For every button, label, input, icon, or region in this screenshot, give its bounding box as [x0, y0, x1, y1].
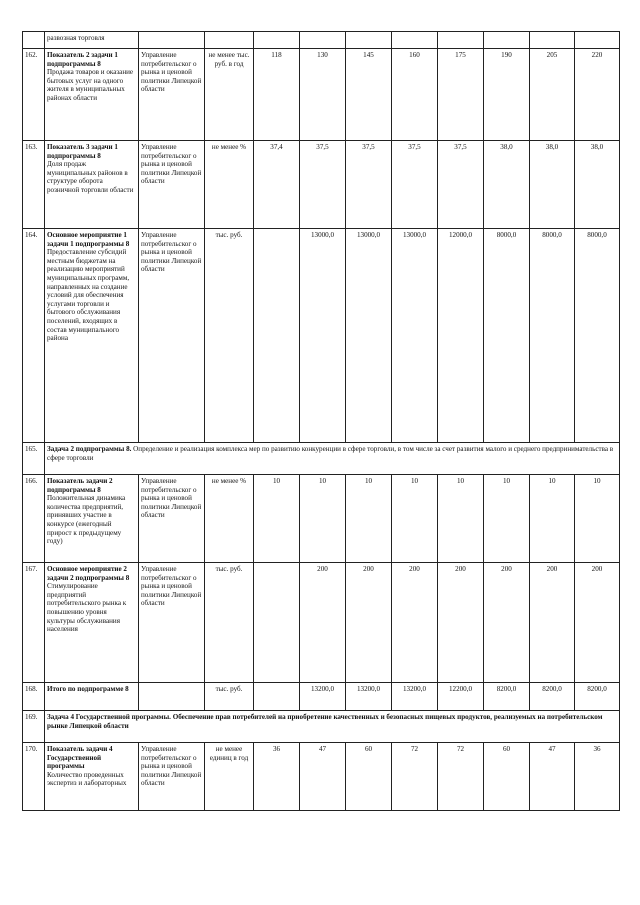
row-number: 166. — [23, 475, 45, 563]
indicator-cell — [45, 229, 139, 443]
indicator-desc: Количество проведенных экспертиз и лабораторных — [47, 770, 127, 788]
row-number: 169. — [23, 711, 45, 743]
table-row — [23, 229, 620, 443]
indicator-cell — [45, 141, 139, 229]
value-cell: 145 — [346, 49, 392, 141]
indicator-cell — [45, 563, 139, 683]
table-row — [23, 683, 620, 711]
value-cell: 13200,0 — [300, 683, 346, 711]
value-cell: 8200,0 — [575, 683, 620, 711]
value-cell: 36 — [575, 743, 620, 811]
table-row — [23, 475, 620, 563]
value-cell: 8000,0 — [530, 229, 575, 443]
value-cell: 38,0 — [575, 141, 620, 229]
value-cell: 38,0 — [484, 141, 530, 229]
indicator-cell — [45, 475, 139, 563]
value-cell: 13200,0 — [392, 683, 438, 711]
value-cell: 13000,0 — [346, 229, 392, 443]
unit-cell: тыс. руб. — [205, 563, 254, 683]
value-cell: 8000,0 — [484, 229, 530, 443]
value-cell: 200 — [438, 563, 484, 683]
value-cell: 37,5 — [300, 141, 346, 229]
unit-cell: тыс. руб. — [205, 229, 254, 443]
responsible-org: Управление потребительског о рынка и ценовой политики Липецкой области — [139, 743, 205, 811]
row-number: 162. — [23, 49, 45, 141]
value-cell: 38,0 — [530, 141, 575, 229]
value-cell: 118 — [254, 49, 300, 141]
indicator-title: Основное мероприятие 2 задачи 2 подпрограммы 8 — [47, 565, 130, 582]
value-cell: 60 — [484, 743, 530, 811]
value-cell: 200 — [575, 563, 620, 683]
table-row — [23, 49, 620, 141]
row-number: 165. — [23, 443, 45, 475]
task-title: Задача 2 подпрограммы 8. — [47, 445, 132, 453]
value-cell: 12200,0 — [438, 683, 484, 711]
value-cell: 10 — [300, 475, 346, 563]
indicator-title: Итого по подпрограмме 8 — [47, 685, 129, 693]
value-cell: 10 — [438, 475, 484, 563]
unit-cell: тыс. руб. — [205, 683, 254, 711]
responsible-org — [139, 683, 205, 711]
table-row — [23, 443, 620, 475]
value-cell: 10 — [346, 475, 392, 563]
value-cell: 200 — [530, 563, 575, 683]
program-indicators-table — [22, 31, 620, 811]
cell-desc: развозная торговля — [45, 32, 139, 49]
value-cell: 37,5 — [346, 141, 392, 229]
value-cell: 200 — [300, 563, 346, 683]
value-cell: 37,4 — [254, 141, 300, 229]
value-cell: 12000,0 — [438, 229, 484, 443]
value-cell: 8000,0 — [575, 229, 620, 443]
unit-cell: не менее единиц в год — [205, 743, 254, 811]
indicator-cell — [45, 743, 139, 811]
row-number: 170. — [23, 743, 45, 811]
value-cell: 10 — [484, 475, 530, 563]
unit-cell: не менее % — [205, 475, 254, 563]
value-cell: 13000,0 — [300, 229, 346, 443]
value-cell: 200 — [346, 563, 392, 683]
indicator-desc: Предоставление субсидий местным бюджетам на реализацию мероприятий муниципальных программ, направленных на создание условий для обеспечения услугами торговли и бытового обслуживания поселений, входящих в состав муниципального района — [47, 248, 130, 343]
indicator-cell — [45, 49, 139, 141]
value-cell — [254, 229, 300, 443]
value-cell: 130 — [300, 49, 346, 141]
indicator-title: Основное мероприятие 1 задачи 1 подпрограммы 8 — [47, 231, 130, 248]
unit-cell: не менее % — [205, 141, 254, 229]
value-cell: 10 — [530, 475, 575, 563]
indicator-title: Показатель 3 задачи 1 подпрограммы 8 — [47, 143, 118, 160]
value-cell — [254, 683, 300, 711]
value-cell: 10 — [254, 475, 300, 563]
indicator-desc: Продажа товаров и оказание бытовых услуг на одного жителя в муниципальных районах области — [47, 68, 134, 102]
value-cell: 37,5 — [392, 141, 438, 229]
responsible-org: Управление потребительског о рынка и ценовой политики Липецкой области — [139, 563, 205, 683]
value-cell: 47 — [530, 743, 575, 811]
responsible-org: Управление потребительског о рынка и ценовой политики Липецкой области — [139, 49, 205, 141]
value-cell: 8200,0 — [530, 683, 575, 711]
row-number: 168. — [23, 683, 45, 711]
responsible-org: Управление потребительског о рынка и ценовой политики Липецкой области — [139, 475, 205, 563]
value-cell: 200 — [392, 563, 438, 683]
unit-cell: не менее тыс. руб. в год — [205, 49, 254, 141]
table-row — [23, 563, 620, 683]
value-cell — [254, 563, 300, 683]
task-heading — [45, 711, 620, 743]
task-text: Определение и реализация комплекса мер по развитию конкуренции в сфере торговли, в том числе за счет развития малого и среднего предпринимательства в сфере торговли — [47, 445, 614, 462]
value-cell: 60 — [346, 743, 392, 811]
value-cell: 175 — [438, 49, 484, 141]
responsible-org: Управление потребительског о рынка и ценовой политики Липецкой области — [139, 229, 205, 443]
indicator-title: Показатель задачи 2 подпрограммы 8 — [47, 477, 113, 494]
row-number: 167. — [23, 563, 45, 683]
value-cell: 200 — [484, 563, 530, 683]
indicator-desc: Стимулирование предприятий потребительского рынка к повышению уровня культуры обслуживания населения — [47, 582, 127, 634]
table-row — [23, 141, 620, 229]
value-cell: 47 — [300, 743, 346, 811]
task-title: Задача 4 Государственной программы. Обеспечение прав потребителей на приобретение качественных и безопасных пищевых продуктов, реализуемых на потребительском рынке Липецкой области — [47, 713, 603, 730]
value-cell: 13000,0 — [392, 229, 438, 443]
indicator-title: Показатель задачи 4 Государственной программы — [47, 745, 113, 771]
indicator-desc: Положительная динамика количества предприятий, принявших участие в конкурсе (ежегодный прирост к предыдущему году) — [47, 494, 126, 546]
value-cell: 220 — [575, 49, 620, 141]
value-cell: 37,5 — [438, 141, 484, 229]
value-cell: 160 — [392, 49, 438, 141]
value-cell: 36 — [254, 743, 300, 811]
value-cell: 72 — [392, 743, 438, 811]
responsible-org: Управление потребительског о рынка и ценовой политики Липецкой области — [139, 141, 205, 229]
table-row — [23, 711, 620, 743]
value-cell: 205 — [530, 49, 575, 141]
value-cell: 13200,0 — [346, 683, 392, 711]
indicator-title: Показатель 2 задачи 1 подпрограммы 8 — [47, 51, 118, 68]
indicator-cell — [45, 683, 139, 711]
value-cell: 10 — [392, 475, 438, 563]
value-cell: 10 — [575, 475, 620, 563]
table-row — [23, 743, 620, 811]
value-cell: 8200,0 — [484, 683, 530, 711]
row-number: 164. — [23, 229, 45, 443]
value-cell: 190 — [484, 49, 530, 141]
row-number: 163. — [23, 141, 45, 229]
indicator-desc: Доля продаж муниципальных районов в структуре оборота розничной торговли области — [47, 160, 134, 194]
value-cell: 72 — [438, 743, 484, 811]
table-row — [23, 32, 620, 49]
task-heading — [45, 443, 620, 475]
cell-empty — [23, 32, 45, 49]
